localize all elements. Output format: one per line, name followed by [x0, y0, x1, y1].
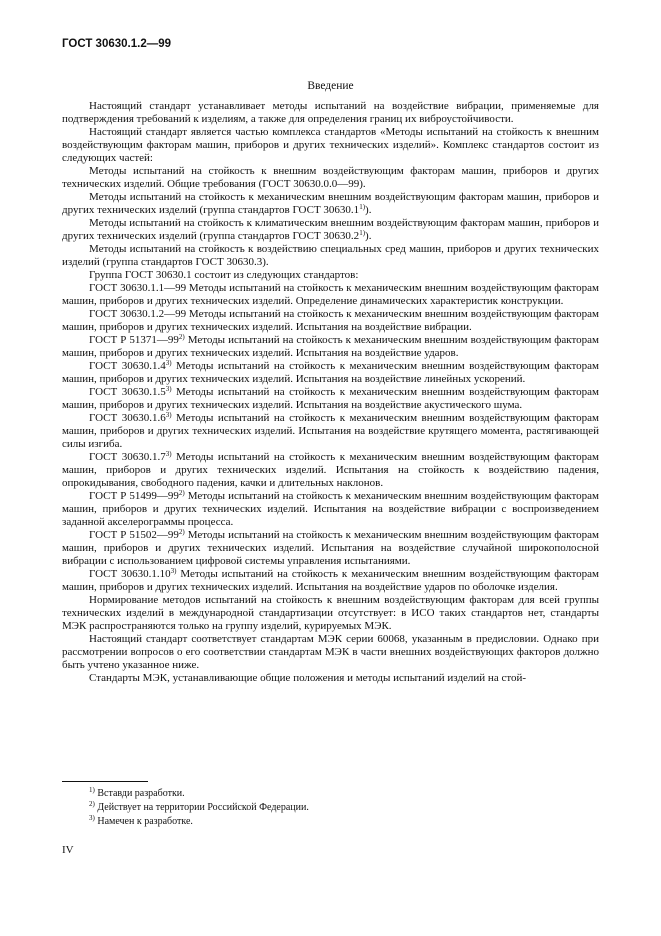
footnote — [89, 787, 309, 801]
standard-id: ГОСТ Р 51499—99 — [89, 490, 179, 502]
paragraph: Настоящий стандарт устанавливает методы испытаний на воздействие вибрации, применяемые для подтверждения требований к изделиям, а также для определения границ их виброустойчивости. — [62, 100, 599, 125]
footnote-divider — [62, 781, 148, 782]
paragraph: Настоящий стандарт является частью комплекса стандартов «Методы испытаний на стойкость к внешним воздействующим факторам машин, приборов и других технических изделий». Комплекс стандартов состоит из следующих частей: — [62, 126, 599, 164]
footnote-text: Действует на территории Российской Федерации. — [97, 802, 309, 813]
footnote-ref: 1) — [359, 229, 366, 237]
paragraph — [62, 334, 599, 360]
standard-id: ГОСТ 30630.1.7 — [89, 451, 166, 463]
document-header: ГОСТ 30630.1.2—99 — [62, 38, 172, 50]
paragraph — [62, 451, 599, 490]
footnote-ref: 3) — [170, 567, 177, 575]
paragraph-text: Методы испытаний на стойкость к механическим внешним воздействующим факторам машин, приборов и других технических изделий (группа стандартов ГОСТ 30630.1 — [62, 191, 599, 216]
paragraph — [62, 490, 599, 529]
paragraph: Методы испытаний на стойкость к воздействию специальных сред машин, приборов и других технических изделий (группа стандартов ГОСТ 30630.3). — [62, 243, 599, 268]
paragraph-text: Методы испытаний на стойкость к механическим внешним воздействующим факторам машин, приборов и других технических изделий. Испытания на воздействие вибрации с воспроизведением заданной акселерограммы процесса. — [62, 490, 599, 528]
paragraph-text: Методы испытаний на стойкость к механическим внешним воздействующим факторам машин, приборов и других технических изделий. Испытания на воздействие случайной широкополосной вибрации с использованием цифровой системы управления испытаниями. — [62, 529, 599, 567]
paragraph — [62, 191, 599, 217]
footnote-ref: 3) — [165, 411, 172, 419]
standard-id: ГОСТ Р 51371—99 — [89, 334, 179, 346]
standard-id: ГОСТ 30630.1.4 — [89, 360, 166, 372]
footnote — [89, 815, 309, 829]
footnote-mark: 3) — [89, 814, 95, 822]
standard-id: ГОСТ 30630.1.10 — [89, 568, 171, 580]
paragraph-text: Методы испытаний на стойкость к механическим внешним воздействующим факторам машин, приборов и других технических изделий. Испытания на стойкость к воздействию падения, опрокидывания, свободного падения, качки и длительных наклонов. — [62, 451, 599, 489]
standard-id: ГОСТ 30630.1.5 — [89, 386, 166, 398]
paragraph: Нормирование методов испытаний на стойкость к внешним воздействующим факторам для всей группы технических изделий в международной стандартизации отсутствует: в ИСО таких стандартов нет, стандарты МЭК распространяются только на группу изделий, курируемых МЭК. — [62, 594, 599, 632]
paragraph — [62, 360, 599, 386]
footnote-ref: 3) — [165, 385, 172, 393]
footnote-ref: 3) — [165, 359, 172, 367]
footnote-text: Вставди разработки. — [97, 788, 185, 799]
paragraph-text: Методы испытаний на стойкость к механическим внешним воздействующим факторам машин, приборов и других технических изделий. Испытания на воздействие ударов. — [62, 334, 599, 359]
standard-id: ГОСТ Р 51502—99 — [89, 529, 179, 541]
paragraph — [62, 386, 599, 412]
paragraph: ГОСТ 30630.1.2—99 Методы испытаний на стойкость к механическим внешним воздействующим факторам машин, приборов и других технических изделий. Испытания на воздействие вибрации. — [62, 308, 599, 333]
paragraph — [62, 568, 599, 594]
paragraph: Настоящий стандарт соответствует стандартам МЭК серии 60068, указанным в предисловии. Однако при рассмотрении вопросов о его соответствии стандартам МЭК в части внешних воздействующих факторов должно быть учтено указанное ниже. — [62, 633, 599, 671]
paragraph-text: Методы испытаний на стойкость к механическим внешним воздействующим факторам машин, приборов и других технических изделий. Испытания на воздействие линейных ускорений. — [62, 360, 599, 385]
document-body — [62, 100, 599, 685]
paragraph-text: ). — [365, 204, 372, 216]
paragraph-text: Методы испытаний на стойкость к механическим внешним воздействующим факторам машин, приборов и других технических изделий. Испытания на воздействие крутящего момента, растягивающей силы изгиба. — [62, 412, 599, 450]
paragraph — [62, 412, 599, 451]
paragraph — [62, 217, 599, 243]
paragraph: Группа ГОСТ 30630.1 состоит из следующих стандартов: — [89, 269, 359, 281]
footnote-ref: 2) — [178, 528, 185, 536]
paragraph-text: Методы испытаний на стойкость к климатическим внешним воздействующим факторам машин, приборов и других технических изделий (группа стандартов ГОСТ 30630.2 — [62, 217, 599, 242]
footnotes — [89, 787, 309, 829]
footnote-mark: 1) — [89, 786, 95, 794]
footnote-ref: 1) — [359, 203, 366, 211]
footnote-ref: 2) — [178, 333, 185, 341]
paragraph-text: ). — [365, 230, 372, 242]
page-number: IV — [62, 844, 74, 856]
footnote-text: Намечен к разработке. — [97, 816, 193, 827]
paragraph-text: Методы испытаний на стойкость к механическим внешним воздействующим факторам машин, приборов и других технических изделий. Испытания на воздействие акустического шума. — [62, 386, 599, 411]
footnote-mark: 2) — [89, 800, 95, 808]
paragraph: ГОСТ 30630.1.1—99 Методы испытаний на стойкость к механическим внешним воздействующим факторам машин, приборов и других технических изделий. Определение динамических характеристик конструкции. — [62, 282, 599, 307]
paragraph — [62, 529, 599, 568]
section-title: Введение — [307, 80, 354, 92]
paragraph: Методы испытаний на стойкость к внешним воздействующим факторам машин, приборов и других технических изделий. Общие требования (ГОСТ 30630.0.0—99). — [62, 165, 599, 190]
footnote-ref: 2) — [178, 489, 185, 497]
footnote — [89, 801, 309, 815]
footnote-ref: 3) — [165, 450, 172, 458]
standard-id: ГОСТ 30630.1.6 — [89, 412, 166, 424]
paragraph: Стандарты МЭК, устанавливающие общие положения и методы испытаний изделий на стой- — [89, 672, 527, 684]
paragraph-text: Методы испытаний на стойкость к механическим внешним воздействующим факторам машин, приборов и других технических изделий. Испытания на воздействие ударов по оболочке изделия. — [62, 568, 599, 593]
